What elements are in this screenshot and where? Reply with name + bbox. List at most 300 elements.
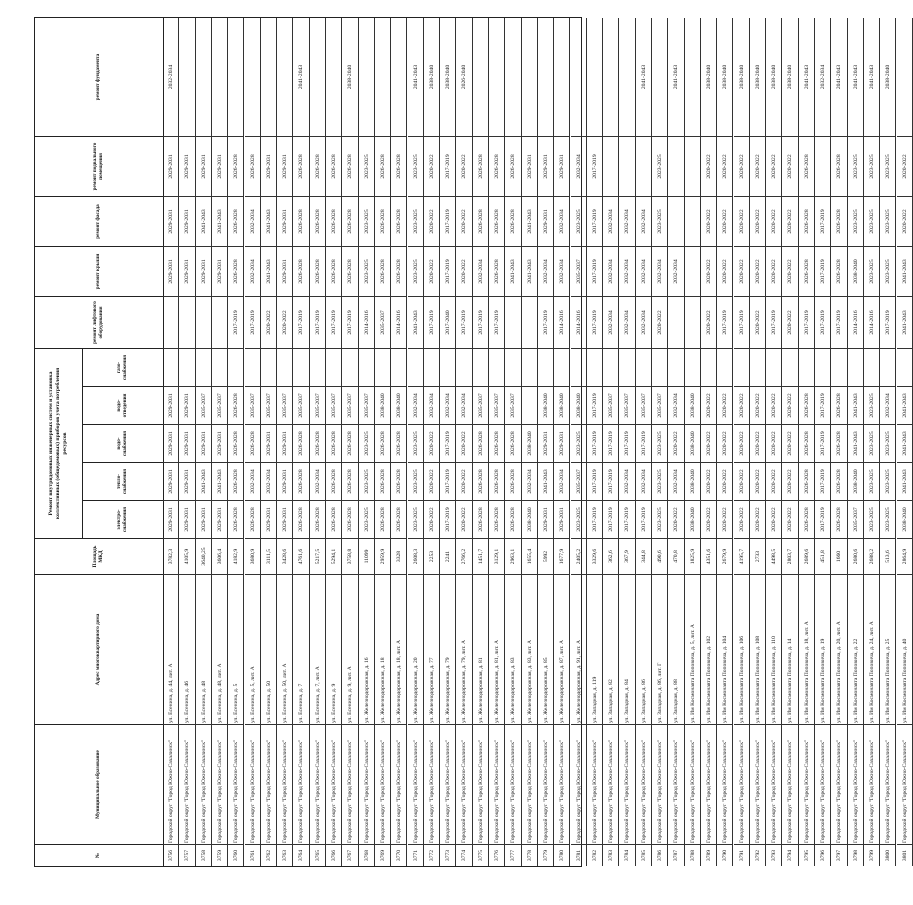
cell-gas	[408, 348, 423, 386]
cell-heating: 2020-2022	[717, 462, 732, 500]
cell-foundation	[619, 18, 634, 136]
table-row	[391, 18, 407, 866]
cell-basement: 2026-2028	[489, 136, 504, 196]
cell-heating: 2020-2022	[424, 462, 439, 500]
cell-heating: 2026-2028	[375, 462, 390, 500]
cell-heating: 2029-2031	[277, 462, 292, 500]
cell-area: 3606,4	[212, 538, 227, 574]
table-row	[196, 18, 212, 866]
cell-foundation: 2041-2043	[298, 64, 305, 90]
cell-number: 3760	[228, 844, 243, 866]
cell-area: 3129,1	[489, 538, 504, 574]
cell-foundation	[277, 18, 292, 136]
cell-water-supply: 2029-2031	[261, 424, 276, 462]
cell-gas	[293, 348, 308, 386]
cell-basement: 2026-2028	[799, 136, 814, 196]
table-row	[245, 18, 261, 866]
cell-sewerage: 2035-2037	[293, 386, 308, 424]
cell-roof: 2029-2031	[196, 246, 211, 296]
cell-sewerage: 2035-2037	[636, 386, 651, 424]
cell-heating: 2032-2034	[310, 462, 325, 500]
table-row	[277, 18, 293, 866]
cell-basement: 2020-2022	[750, 136, 765, 196]
cell-municipality: Городской округ "Город Южно-Сахалинск"	[293, 724, 308, 844]
cell-roof: 2026-2028	[228, 246, 243, 296]
cell-sewerage: 2032-2034	[440, 386, 455, 424]
cell-foundation	[228, 18, 243, 136]
cell-area: 3329,6	[587, 538, 602, 574]
cell-foundation: 2041-2043	[803, 64, 810, 90]
cell-gas	[196, 348, 211, 386]
cell-sewerage: 2020-2022	[717, 386, 732, 424]
cell-area: 490,6	[652, 538, 667, 574]
cell-municipality: Городской округ "Город Южно-Сахалинск"	[603, 724, 618, 844]
cell-gas	[799, 348, 814, 386]
cell-electricity: 2020-2022	[456, 500, 471, 538]
table-row	[408, 18, 424, 866]
cell-foundation	[538, 18, 553, 136]
cell-facade: 2023-2025	[848, 196, 863, 246]
cell-electricity: 2023-2025	[652, 500, 667, 538]
cell-water-supply: 2026-2028	[831, 424, 846, 462]
cell-municipality: Городской округ "Город Южно-Сахалинск"	[391, 724, 406, 844]
cell-facade: 2032-2034	[245, 196, 260, 246]
cell-sewerage: 2029-2031	[179, 386, 194, 424]
cell-lift: 2017-2019	[310, 296, 325, 348]
cell-electricity: 2029-2031	[212, 500, 227, 538]
cell-basement: 2026-2028	[310, 136, 325, 196]
cell-heating: 2038-2040	[685, 462, 700, 500]
table-row	[766, 18, 782, 866]
cell-area: 2253	[424, 538, 439, 574]
cell-municipality: Городской округ "Город Южно-Сахалинск"	[668, 724, 683, 844]
cell-facade: 2029-2031	[277, 196, 292, 246]
cell-gas	[212, 348, 227, 386]
cell-number: 3766	[326, 844, 341, 866]
cell-facade: 2041-2043	[261, 196, 276, 246]
cell-heating: 2020-2022	[456, 462, 471, 500]
cell-electricity: 2023-2025	[864, 500, 879, 538]
cell-foundation: 2041-2043	[673, 64, 680, 90]
cell-facade: 2032-2034	[619, 196, 634, 246]
cell-water-supply: 2026-2028	[293, 424, 308, 462]
table-row	[717, 18, 733, 866]
cell-heating: 2026-2028	[489, 462, 504, 500]
cell-heating: 2026-2028	[293, 462, 308, 500]
cell-basement: 2026-2028	[391, 136, 406, 196]
cell-lift: 2017-2019	[799, 296, 814, 348]
cell-heating: 2017-2019	[603, 462, 618, 500]
cell-area: 2680,6	[848, 538, 863, 574]
cell-address: ул. Им Космонавта Поповича, д. 104	[717, 574, 732, 724]
cell-roof: 2020-2022	[734, 246, 749, 296]
cell-electricity: 2017-2019	[603, 500, 618, 538]
cell-municipality: Городской округ "Город Южно-Сахалинск"	[408, 724, 423, 844]
table-row	[505, 18, 521, 866]
cell-water-supply: 2029-2031	[196, 424, 211, 462]
cell-number: 3782	[587, 844, 602, 866]
cell-lift: 2020-2022	[782, 296, 797, 348]
cell-area: 3782,3	[163, 538, 178, 574]
cell-water-supply: 2029-2031	[538, 424, 553, 462]
cell-basement: 2026-2028	[375, 136, 390, 196]
cell-area: 4761,6	[293, 538, 308, 574]
cell-municipality: Городской округ "Город Южно-Сахалинск"	[815, 724, 830, 844]
cell-facade: 2026-2028	[473, 196, 488, 246]
table-row	[619, 18, 635, 866]
cell-roof: 2041-2043	[261, 246, 276, 296]
cell-address: ул. Железнодорожная, д. 77	[424, 574, 439, 724]
cell-water-supply: 2017-2019	[636, 424, 651, 462]
cell-heating: 2032-2034	[261, 462, 276, 500]
cell-sewerage: 2026-2028	[831, 386, 846, 424]
cell-lift	[522, 296, 537, 348]
cell-roof: 2041-2043	[897, 246, 912, 296]
cell-water-supply: 2020-2022	[701, 424, 716, 462]
cell-municipality: Городской округ "Город Южно-Сахалинск"	[522, 724, 537, 844]
table-row	[538, 18, 554, 866]
cell-lift: 2014-2016	[864, 296, 879, 348]
cell-address: ул. Железнодорожная, д. 85	[538, 574, 553, 724]
cell-number: 3788	[685, 844, 700, 866]
cell-facade: 2026-2028	[293, 196, 308, 246]
cell-number: 3800	[880, 844, 895, 866]
table-row	[163, 18, 179, 866]
cell-water-supply: 2020-2022	[668, 424, 683, 462]
cell-gas	[179, 348, 194, 386]
cell-electricity: 2026-2028	[831, 500, 846, 538]
cell-lift: 2014-2016	[848, 296, 863, 348]
cell-heating: 2032-2034	[245, 462, 260, 500]
cell-gas	[538, 348, 553, 386]
cell-lift: 2017-2019	[717, 296, 732, 348]
cell-basement: 2029-2031	[277, 136, 292, 196]
cell-facade: 2026-2028	[342, 196, 357, 246]
cell-foundation: 2041-2043	[852, 64, 859, 90]
cell-area: 2959,9	[375, 538, 390, 574]
cell-sewerage: 2041-2043	[848, 386, 863, 424]
cell-electricity: 2017-2019	[619, 500, 634, 538]
cell-sewerage: 2038-2040	[391, 386, 406, 424]
cell-electricity: 2017-2019	[587, 500, 602, 538]
cell-lift: 2020-2022	[652, 296, 667, 348]
cell-roof: 2032-2034	[636, 246, 651, 296]
cell-municipality: Городской округ "Город Южно-Сахалинск"	[245, 724, 260, 844]
cell-electricity: 2029-2031	[261, 500, 276, 538]
cell-area: 2864,9	[897, 538, 912, 574]
table-row	[815, 18, 831, 866]
cell-heating: 2032-2034	[636, 462, 651, 500]
cell-address: ул. Есенина, д. 50	[261, 574, 276, 724]
cell-roof: 2026-2028	[391, 246, 406, 296]
cell-gas	[587, 348, 602, 386]
cell-gas	[571, 348, 586, 386]
cell-facade: 2020-2022	[897, 196, 912, 246]
cell-area: 1660	[831, 538, 846, 574]
cell-lift	[212, 296, 227, 348]
cell-electricity: 2020-2022	[668, 500, 683, 538]
cell-water-supply: 2026-2028	[799, 424, 814, 462]
cell-gas	[424, 348, 439, 386]
cell-municipality: Городской округ "Город Южно-Сахалинск"	[179, 724, 194, 844]
cell-area: 2803,7	[782, 538, 797, 574]
table-row	[212, 18, 228, 866]
cell-basement: 2026-2028	[293, 136, 308, 196]
cell-address: ул. Железнодорожная, д. 81, лит. А	[489, 574, 504, 724]
cell-lift	[163, 296, 178, 348]
cell-address: ул. Есенина, д. 9, лит. А	[342, 574, 357, 724]
cell-area: 2679,9	[717, 538, 732, 574]
cell-roof: 2029-2031	[163, 246, 178, 296]
cell-municipality: Городской округ "Город Южно-Сахалинск"	[734, 724, 749, 844]
cell-gas	[391, 348, 406, 386]
cell-roof: 2020-2022	[424, 246, 439, 296]
cell-municipality: Городской округ "Город Южно-Сахалинск"	[766, 724, 781, 844]
cell-basement: 2026-2028	[342, 136, 357, 196]
cell-basement: 2023-2025	[408, 136, 423, 196]
cell-number: 3801	[897, 844, 912, 866]
cell-foundation: 2026-2040	[461, 64, 468, 90]
cell-number: 3774	[456, 844, 471, 866]
cell-water-supply: 2017-2019	[603, 424, 618, 462]
cell-facade: 2017-2019	[587, 196, 602, 246]
cell-water-supply: 2026-2028	[245, 424, 260, 462]
cell-basement: 2023-2025	[652, 136, 667, 196]
cell-basement: 2026-2028	[326, 136, 341, 196]
cell-gas	[864, 348, 879, 386]
cell-municipality: Городской округ "Город Южно-Сахалинск"	[342, 724, 357, 844]
cell-roof: 2026-2028	[326, 246, 341, 296]
cell-electricity: 2026-2028	[473, 500, 488, 538]
cell-facade: 2023-2025	[359, 196, 374, 246]
cell-address: ул. Им Космонавта Поповича, д. 24, лит. А	[864, 574, 879, 724]
cell-address: ул. Есенина, д. 50, лит. А	[277, 574, 292, 724]
cell-foundation	[359, 18, 374, 136]
cell-basement: 2023-2025	[848, 136, 863, 196]
cell-address: ул. Западная, д. 84	[619, 574, 634, 724]
cell-lift: 2020-2022	[277, 296, 292, 348]
cell-roof: 2017-2019	[440, 246, 455, 296]
cell-number: 3784	[619, 844, 634, 866]
cell-heating: 2026-2028	[391, 462, 406, 500]
cell-area: 3428,6	[277, 538, 292, 574]
cell-gas	[489, 348, 504, 386]
cell-foundation	[245, 18, 260, 136]
cell-sewerage: 2035-2037	[326, 386, 341, 424]
header-sewerage: водо-отведения	[83, 386, 163, 424]
cell-facade: 2023-2025	[408, 196, 423, 246]
cell-number: 3781	[571, 844, 586, 866]
cell-roof: 2041-2043	[522, 246, 537, 296]
cell-heating: 2023-2025	[880, 462, 895, 500]
cell-number: 3769	[375, 844, 390, 866]
cell-heating: 2023-2025	[864, 462, 879, 500]
cell-roof: 2020-2022	[750, 246, 765, 296]
cell-basement	[619, 136, 634, 196]
cell-basement: 2020-2022	[897, 136, 912, 196]
cell-area: 5992	[538, 538, 553, 574]
cell-number: 3780	[554, 844, 569, 866]
cell-number: 3791	[734, 844, 749, 866]
cell-lift: 2017-2019	[538, 296, 553, 348]
cell-heating: 2032-2034	[522, 462, 537, 500]
cell-basement	[603, 136, 618, 196]
cell-foundation	[897, 18, 912, 136]
cell-facade: 2032-2034	[636, 196, 651, 246]
cell-number: 3794	[782, 844, 797, 866]
cell-heating: 2041-2043	[538, 462, 553, 500]
cell-basement: 2020-2022	[782, 136, 797, 196]
cell-municipality: Городской округ "Город Южно-Сахалинск"	[897, 724, 912, 844]
cell-basement: 2026-2028	[473, 136, 488, 196]
cell-municipality: Городской округ "Город Южно-Сахалинск"	[701, 724, 716, 844]
cell-address: ул. Им Космонавта Поповича, д. 110	[766, 574, 781, 724]
cell-water-supply: 2017-2019	[619, 424, 634, 462]
cell-number: 3785	[636, 844, 651, 866]
cell-water-supply: 2029-2031	[179, 424, 194, 462]
cell-number: 3795	[799, 844, 814, 866]
cell-area: 3680,9	[245, 538, 260, 574]
cell-number: 3763	[277, 844, 292, 866]
cell-facade	[668, 196, 683, 246]
table-row	[342, 18, 358, 866]
cell-basement: 2020-2022	[734, 136, 749, 196]
cell-municipality: Городской округ "Город Южно-Сахалинск"	[685, 724, 700, 844]
cell-lift: 2017-2019	[326, 296, 341, 348]
cell-heating: 2029-2031	[179, 462, 194, 500]
cell-heating: 2020-2022	[782, 462, 797, 500]
cell-foundation: 2041-2043	[640, 64, 647, 90]
cell-electricity: 2026-2028	[342, 500, 357, 538]
cell-number: 3757	[179, 844, 194, 866]
cell-area: 2608,3	[408, 538, 423, 574]
cell-municipality: Городской округ "Город Южно-Сахалинск"	[310, 724, 325, 844]
cell-address: ул. Есенина, д. 44, лит. А	[163, 574, 178, 724]
cell-municipality: Городской округ "Город Южно-Сахалинск"	[277, 724, 292, 844]
cell-address: ул. Западная, д. 86	[636, 574, 651, 724]
cell-electricity: 2020-2022	[782, 500, 797, 538]
cell-heating: 2017-2019	[440, 462, 455, 500]
cell-sewerage: 2038-2040	[554, 386, 569, 424]
cell-facade: 2032-2034	[603, 196, 618, 246]
cell-area: 3328	[391, 538, 406, 574]
cell-sewerage: 2035-2037	[603, 386, 618, 424]
cell-water-supply: 2023-2025	[408, 424, 423, 462]
cell-sewerage: 2032-2034	[424, 386, 439, 424]
cell-foundation	[505, 18, 520, 136]
cell-number: 3787	[668, 844, 683, 866]
cell-foundation: 2038-2040	[347, 64, 354, 90]
cell-basement	[636, 136, 651, 196]
cell-gas	[766, 348, 781, 386]
cell-facade: 2026-2028	[489, 196, 504, 246]
cell-basement: 2029-2031	[179, 136, 194, 196]
cell-address: ул. Им Космонавта Поповича, д. 102	[701, 574, 716, 724]
cell-foundation: 2041-2043	[836, 64, 843, 90]
header-gas: газо-снабжения	[83, 348, 163, 386]
cell-gas	[831, 348, 846, 386]
cell-water-supply: 2026-2028	[310, 424, 325, 462]
cell-foundation	[685, 18, 700, 136]
cell-electricity: 2026-2028	[245, 500, 260, 538]
cell-electricity: 2023-2025	[880, 500, 895, 538]
cell-gas	[652, 348, 667, 386]
cell-water-supply: 2023-2025	[864, 424, 879, 462]
cell-roof: 2026-2028	[310, 246, 325, 296]
cell-address: ул. Железнодорожная, д. 20	[408, 574, 423, 724]
cell-facade: 2026-2028	[375, 196, 390, 246]
cell-sewerage: 2035-2037	[261, 386, 276, 424]
cell-address: ул. Железнодорожная, д. 79	[440, 574, 455, 724]
cell-electricity: 2020-2022	[424, 500, 439, 538]
cell-address: ул. Железнодорожная, д. 18, лит. А	[391, 574, 406, 724]
cell-address: ул. Западная, д. 119	[587, 574, 602, 724]
cell-number: 3789	[701, 844, 716, 866]
cell-roof: 2032-2034	[538, 246, 553, 296]
table-row	[375, 18, 391, 866]
cell-basement: 2017-2019	[440, 136, 455, 196]
cell-area: 1825,9	[685, 538, 700, 574]
cell-heating: 2026-2028	[342, 462, 357, 500]
cell-area: 2689,6	[799, 538, 814, 574]
table-row	[489, 18, 505, 866]
cell-electricity: 2035-2037	[848, 500, 863, 538]
cell-lift: 2020-2022	[701, 296, 716, 348]
cell-facade: 2032-2034	[554, 196, 569, 246]
table-row	[831, 18, 847, 866]
cell-electricity: 2038-2040	[685, 500, 700, 538]
cell-foundation: 2041-2043	[412, 64, 419, 90]
cell-area: 2688,2	[864, 538, 879, 574]
cell-roof: 2038-2040	[848, 246, 863, 296]
cell-number: 3773	[440, 844, 455, 866]
cell-water-supply: 2026-2028	[375, 424, 390, 462]
cell-foundation	[196, 18, 211, 136]
cell-address: ул. Им Космонавта Поповича, д. 20, лит. А	[831, 574, 846, 724]
cell-number: 3793	[766, 844, 781, 866]
cell-foundation: 2038-2040	[738, 64, 745, 90]
cell-facade: 2020-2022	[750, 196, 765, 246]
cell-municipality: Городской округ "Город Южно-Сахалинск"	[489, 724, 504, 844]
cell-basement: 2029-2031	[261, 136, 276, 196]
cell-gas	[163, 348, 178, 386]
cell-sewerage: 2035-2037	[652, 386, 667, 424]
cell-water-supply: 2020-2022	[734, 424, 749, 462]
cell-area: 470,8	[668, 538, 683, 574]
cell-number: 3767	[342, 844, 357, 866]
cell-roof: 2041-2043	[505, 246, 520, 296]
cell-heating: 2026-2028	[799, 462, 814, 500]
cell-sewerage: 2032-2034	[668, 386, 683, 424]
cell-address: ул. Им Космонавта Поповича, д. 106	[734, 574, 749, 724]
cell-basement: 2023-2025	[864, 136, 879, 196]
cell-basement: 2029-2031	[554, 136, 569, 196]
cell-heating: 2038-2040	[848, 462, 863, 500]
cell-number: 3765	[310, 844, 325, 866]
cell-number: 3783	[603, 844, 618, 866]
cell-number: 3798	[848, 844, 863, 866]
cell-number: 3761	[245, 844, 260, 866]
cell-roof: 2020-2022	[717, 246, 732, 296]
cell-foundation: 2038-2040	[722, 64, 729, 90]
cell-number: 3770	[391, 844, 406, 866]
cell-electricity: 2026-2028	[228, 500, 243, 538]
cell-facade: 2020-2022	[782, 196, 797, 246]
cell-address: ул. Железнодорожная, д. 18	[375, 574, 390, 724]
cell-facade: 2029-2031	[163, 196, 178, 246]
table-row	[424, 18, 440, 866]
cell-lift	[179, 296, 194, 348]
